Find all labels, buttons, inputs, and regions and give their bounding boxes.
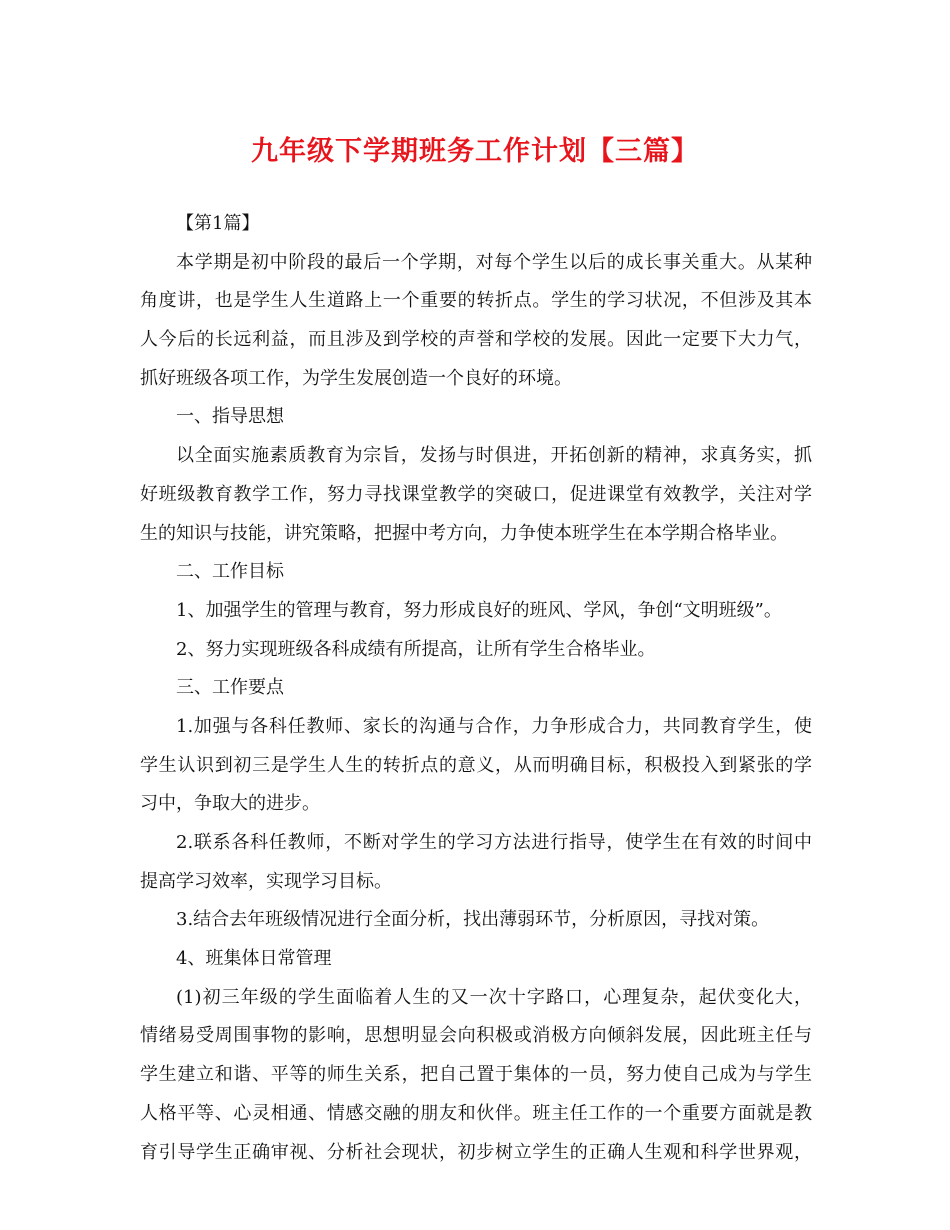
- paragraph-line: 本学期是初中阶段的最后一个学期，对每个学生以后的成长事关重大。从某种: [176, 251, 812, 273]
- paragraph-line: 好班级教育教学工作，努力寻找课堂教学的突破口，促进课堂有效教学，关注对学: [140, 483, 812, 505]
- paragraph-line: 以全面实施素质教育为宗旨，发扬与时俱进，开拓创新的精神，求真务实，抓: [176, 445, 812, 467]
- paragraph-line: 抓好班级各项工作，为学生发展创造一个良好的环境。: [140, 367, 572, 389]
- paragraph-line: 3.结合去年班级情况进行全面分析，找出薄弱环节，分析原因，寻找对策。: [176, 909, 770, 931]
- paragraph-line: 人今后的长远利益，而且涉及到学校的声誉和学校的发展。因此一定要下大力气，: [140, 329, 812, 351]
- paragraph-line: (1)初三年级的学生面临着人生的又一次十字路口，心理复杂，起伏变化大，: [176, 986, 812, 1008]
- section-heading-guiding-thought: 一、指导思想: [176, 406, 284, 428]
- section-heading-part-1: 【第1篇】: [176, 213, 260, 234]
- paragraph-line: 育引导学生正确审视、分析社会现状，初步树立学生的正确人生观和科学世界观，: [140, 1141, 812, 1163]
- paragraph-line: 学生认识到初三是学生人生的转折点的意义，从而明确目标，积极投入到紧张的学: [140, 754, 812, 776]
- section-heading-work-points: 三、工作要点: [176, 677, 284, 699]
- paragraph-line: 习中，争取大的进步。: [140, 793, 320, 815]
- goal-item-2: 2、努力实现班级各科成绩有所提高，让所有学生合格毕业。: [176, 638, 656, 660]
- paragraph-line: 角度讲，也是学生人生道路上一个重要的转折点。学生的学习状况，不但涉及其本: [140, 290, 812, 312]
- paragraph-line: 人格平等、心灵相通、情感交融的朋友和伙伴。班主任工作的一个重要方面就是教: [140, 1102, 812, 1124]
- document-body: [140, 205, 812, 1172]
- paragraph-line: 情绪易受周围事物的影响，思想明显会向积极或消极方向倾斜发展，因此班主任与: [140, 1025, 812, 1047]
- paragraph-line: 学生建立和谐、平等的师生关系，把自己置于集体的一员，努力使自己成为与学生: [140, 1064, 812, 1086]
- document-title: 九年级下学期班务工作计划【三篇】: [251, 136, 699, 167]
- subsection-heading-daily-management: 4、班集体日常管理: [176, 948, 332, 970]
- goal-item-1: 1、加强学生的管理与教育，努力形成良好的班风、学风，争创“文明班级”。: [176, 599, 782, 621]
- paragraph-line: 提高学习效率，实现学习目标。: [140, 870, 392, 892]
- paragraph-line: 2.联系各科任教师，不断对学生的学习方法进行指导，使学生在有效的时间中: [176, 832, 812, 853]
- section-heading-work-goals: 二、工作目标: [176, 561, 284, 583]
- paragraph-line: 1.加强与各科任教师、家长的沟通与合作，力争形成合力，共同教育学生，使: [176, 715, 812, 737]
- paragraph-line: 生的知识与技能，讲究策略，把握中考方向，力争使本班学生在本学期合格毕业。: [140, 522, 788, 544]
